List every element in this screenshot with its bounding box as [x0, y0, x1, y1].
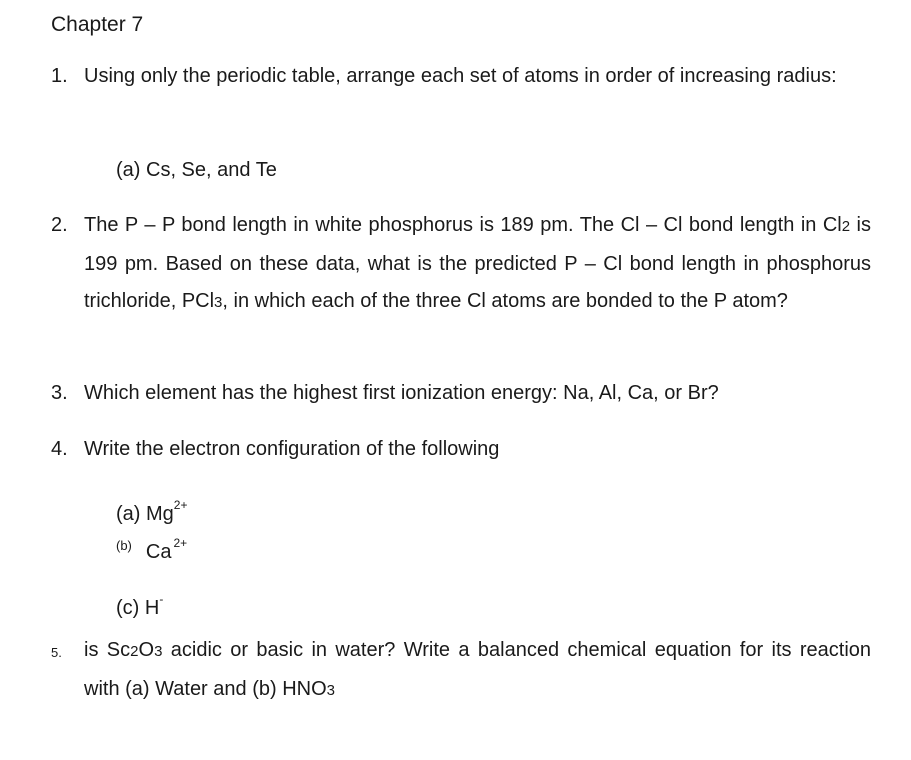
q4-part-a	[116, 492, 187, 527]
question-5	[51, 632, 871, 709]
ion-charge: 2+	[173, 498, 188, 512]
question-3	[51, 375, 871, 413]
question-2	[51, 207, 871, 322]
text-segment: is 199 pm. Based on these data, what is the predicted P – Cl bond length in phosphorus trichloride, PCl	[84, 214, 872, 312]
question-text	[84, 632, 871, 709]
question-1	[51, 58, 871, 96]
text-segment: O	[138, 639, 155, 661]
ion-charge: -	[159, 592, 164, 606]
q4-part-b	[116, 530, 187, 565]
part-label: (b)	[116, 538, 132, 553]
ion-symbol: Ca	[145, 541, 172, 563]
question-text: Write the electron configuration of the following	[84, 438, 500, 460]
question-number: 5.	[51, 645, 62, 660]
subscript: 2	[841, 218, 851, 235]
part-label: (c) H	[116, 597, 160, 619]
text-segment: acidic or basic in water? Write a balanced chemical equation for its reaction with (a) Water and (b) HNO	[84, 639, 872, 700]
text-segment: , in which each of the three Cl atoms are bonded to the P atom?	[222, 290, 788, 312]
text-segment: is Sc	[84, 639, 131, 661]
subscript: 2	[130, 643, 139, 660]
q1-part-a: (a) Cs, Se, and Te	[116, 159, 277, 181]
question-text: Using only the periodic table, arrange each set of atoms in order of increasing radius:	[84, 65, 837, 87]
ion-charge: 2+	[173, 536, 188, 550]
question-number: 2.	[51, 214, 68, 236]
question-4	[51, 431, 871, 469]
subscript: 3	[326, 681, 335, 699]
q4-part-c	[116, 586, 163, 621]
part-label: (a) Mg	[116, 503, 174, 525]
question-number: 4.	[51, 438, 68, 460]
question-text	[84, 207, 871, 322]
text-segment: The P – P bond length in white phosphorus is 189 pm. The Cl – Cl bond length in Cl	[84, 214, 842, 236]
subscript: 3	[214, 294, 223, 311]
question-number: 1.	[51, 65, 68, 87]
chapter-heading: Chapter 7	[51, 13, 144, 36]
question-text: Which element has the highest first ionization energy: Na, Al, Ca, or Br?	[84, 382, 719, 404]
question-number: 3.	[51, 382, 68, 404]
subscript: 3	[154, 643, 163, 660]
